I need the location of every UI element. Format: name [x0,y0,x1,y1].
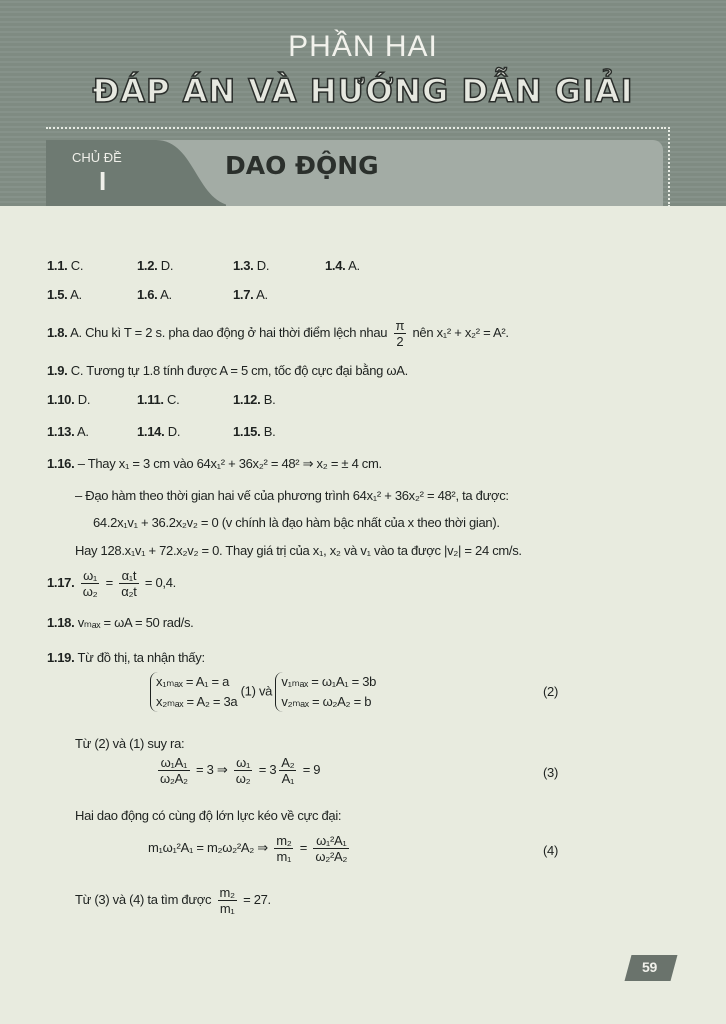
answer-item: 1.10. D. [47,392,91,407]
solution-1-9: 1.9. C. Tương tự 1.8 tính được A = 5 cm, tốc độ cực đại bằng ωA. [47,363,408,378]
answer-item: 1.3. D. [233,258,270,273]
part-label: PHẦN HAI [288,30,438,63]
answer-item: 1.4. A. [325,258,360,273]
topic-title: DAO ĐỘNG [225,151,379,180]
answer-item: 1.14. D. [137,424,181,439]
page-number: 59 [642,959,657,975]
equation-tag-4: (4) [543,843,558,858]
fraction: $\frac{\pi}{2}$ [395,318,405,349]
answer-item: 1.7. A. [233,287,268,302]
solution-1-19-intro: 1.19. Từ đồ thị, ta nhận thấy: [47,650,205,665]
topic-number: I [99,166,106,196]
answer-item: 1.13. A. [47,424,89,439]
answer-item: 1.15. B. [233,424,276,439]
answer-item: 1.5. A. [47,287,82,302]
answer-item: 1.11. C. [137,392,180,407]
equation-system-1-2: x₁ₘₐₓ = A₁ = a x₂ₘₐₓ = A₂ = 3a (1) và v₁ₘₐₓ = ω₁A₁ = 3b v₂ₘₐₓ = ω₂A₂ = b [150,672,376,712]
solution-1-8: 1.8. A. Chu kì T = 2 s. pha dao động ở hai thời điểm lệch nhau $\frac{\pi}{2}$ nên x₁² + x₂² = A². [47,318,509,349]
equation-3: $\frac{\text{ω₁A₁}}{\text{ω₂A₂}}$ = 3 ⇒ $\frac{\text{ω₁}}{\text{ω₂}}$ = 3 $\frac{\text{A₂}}{\text{A₁}}$ = 9 [160,755,321,786]
equation-4: m₁ω₁²A₁ = m₂ω₂²A₂ ⇒ $\frac{\text{m₂}}{\text{m₁}}$ = $\frac{\text{ω₁²A₁}}{\text{ω₂²A₂}}$ [148,833,348,864]
solution-1-16-line1: 1.16. – Thay x₁ = 3 cm vào 64x₁² + 36x₂² = 48² ⇒ x₂ = ± 4 cm. [47,456,382,471]
solution-1-18: 1.18. vₘₐₓ = ωA = 50 rad/s. [47,615,194,630]
fraction: $\frac{\text{ω₁}}{\text{ω₂}}$ [82,568,98,599]
topic-label: CHỦ ĐỀ [72,150,122,165]
answer-item: 1.6. A. [137,287,172,302]
part-title: ĐÁP ÁN VÀ HƯỚNG DẪN GIẢI [92,72,634,110]
solution-1-17: 1.17. $\frac{\text{ω₁}}{\text{ω₂}}$ = $\frac{\text{α₁t}}{\text{α₂t}}$ = 0,4. [47,568,176,599]
fraction: $\frac{\text{α₁t}}{\text{α₂t}}$ [121,568,137,599]
system-2: v₁ₘₐₓ = ω₁A₁ = 3b v₂ₘₐₓ = ω₂A₂ = b [275,672,376,712]
fraction: $\frac{\text{ω₁A₁}}{\text{ω₂A₂}}$ [160,755,188,786]
solution-1-16-line4: Hay 128.x₁v₁ + 72.x₂v₂ = 0. Thay giá trị của x₁, x₂ và v₁ vào ta được |v₂| = 24 cm/s. [75,543,522,558]
equation-tag-3: (3) [543,765,558,780]
fraction: $\frac{\text{ω₁²A₁}}{\text{ω₂²A₂}}$ [315,833,348,864]
answer-item: 1.2. D. [137,258,174,273]
fraction: $\frac{\text{A₂}}{\text{A₁}}$ [281,755,295,786]
answer-item: 1.12. B. [233,392,276,407]
derivation-text: Từ (2) và (1) suy ra: [75,736,185,751]
fraction: $\frac{\text{ω₁}}{\text{ω₂}}$ [235,755,251,786]
final-result: Từ (3) và (4) ta tìm được $\frac{\text{m₂}}{\text{m₁}}$ = 27. [75,885,271,916]
fraction: $\frac{\text{m₂}}{\text{m₁}}$ [219,885,235,916]
solution-1-16-line3: 64.2x₁v₁ + 36.2x₂v₂ = 0 (v chính là đạo hàm bậc nhất của x theo thời gian). [93,515,500,530]
part-header [0,0,726,206]
fraction: $\frac{\text{m₂}}{\text{m₁}}$ [276,833,292,864]
equation-tag-2: (2) [543,684,558,699]
answer-item: 1.1. C. [47,258,84,273]
solution-1-16-line2: – Đạo hàm theo thời gian hai vế của phương trình 64x₁² + 36x₂² = 48², ta được: [75,488,509,503]
derivation-text: Hai dao động có cùng độ lớn lực kéo về cực đại: [75,808,342,823]
system-1: x₁ₘₐₓ = A₁ = a x₂ₘₐₓ = A₂ = 3a [150,672,237,712]
topic-banner-border-right [668,127,670,207]
